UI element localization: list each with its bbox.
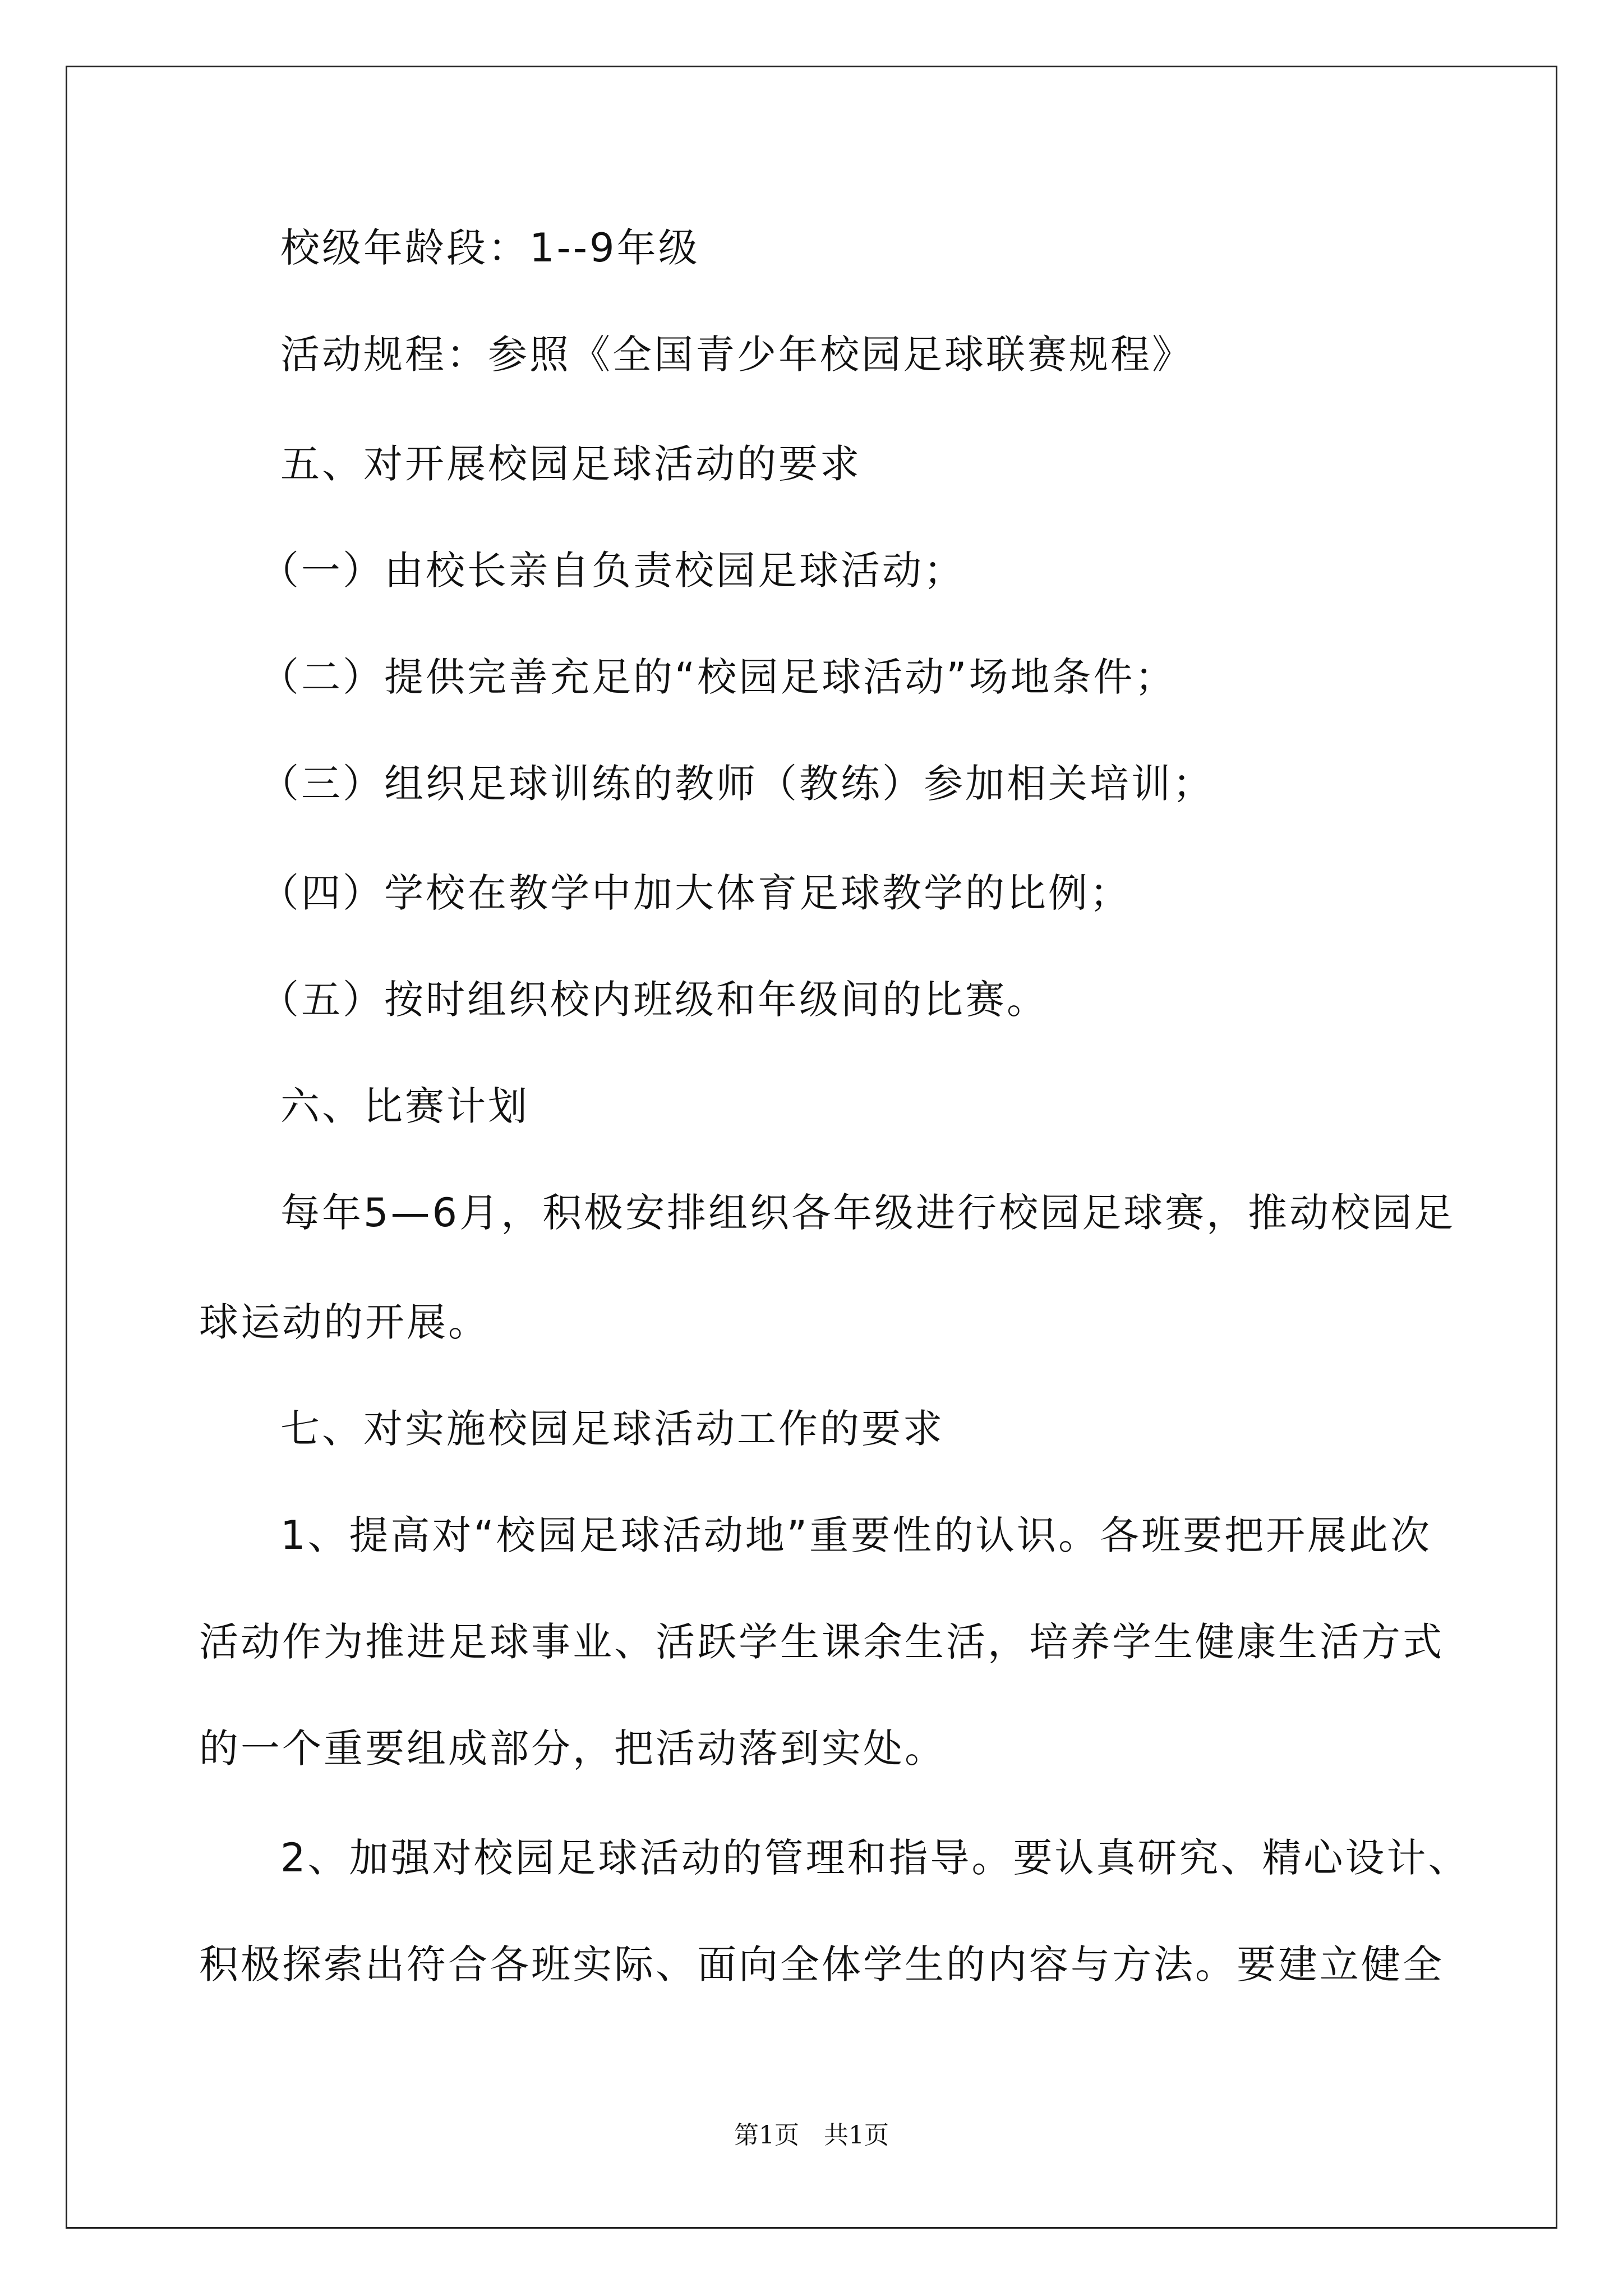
paragraph-line: 的一个重要组成部分，把活动落到实处。: [199, 1726, 946, 1772]
section-heading: 七、对实施校园足球活动工作的要求: [280, 1406, 944, 1452]
section-heading: 五、对开展校园足球活动的要求: [280, 441, 861, 487]
text-line: 校级年龄段：1--9年级: [280, 225, 700, 271]
list-item: （一）由校长亲自负责校园足球活动；: [260, 547, 965, 593]
paragraph-line: 1、提高对“校园足球活动地”重要性的认识。各班要把开展此次: [280, 1512, 1432, 1558]
paragraph-line: 每年5—6月，积极安排组织各年级进行校园足球赛，推动校园足: [280, 1190, 1456, 1236]
list-item: （四）学校在教学中加大体育足球教学的比例；: [260, 870, 1131, 916]
paragraph-line: 2、加强对校园足球活动的管理和指导。要认真研究、精心设计、: [280, 1835, 1470, 1881]
list-item: （二）提供完善充足的“校园足球活动”场地条件；: [260, 654, 1177, 700]
paragraph-line: 活动作为推进足球事业、活跃学生课余生活，培养学生健康生活方式: [199, 1619, 1444, 1665]
text-line: 活动规程：参照《全国青少年校园足球联赛规程》: [280, 332, 1193, 378]
list-item: （五）按时组织校内班级和年级间的比赛。: [260, 977, 1048, 1023]
paragraph-line: 球运动的开展。: [199, 1299, 490, 1345]
paragraph-line: 积极探索出符合各班实际、面向全体学生的内容与方法。要建立健全: [199, 1941, 1444, 1987]
page-border: [66, 66, 1557, 2229]
list-item: （三）组织足球训练的教师（教练）参加相关培训；: [260, 761, 1214, 807]
section-heading: 六、比赛计划: [280, 1083, 529, 1129]
page-number-footer: 第1页 共1页: [734, 2121, 889, 2150]
